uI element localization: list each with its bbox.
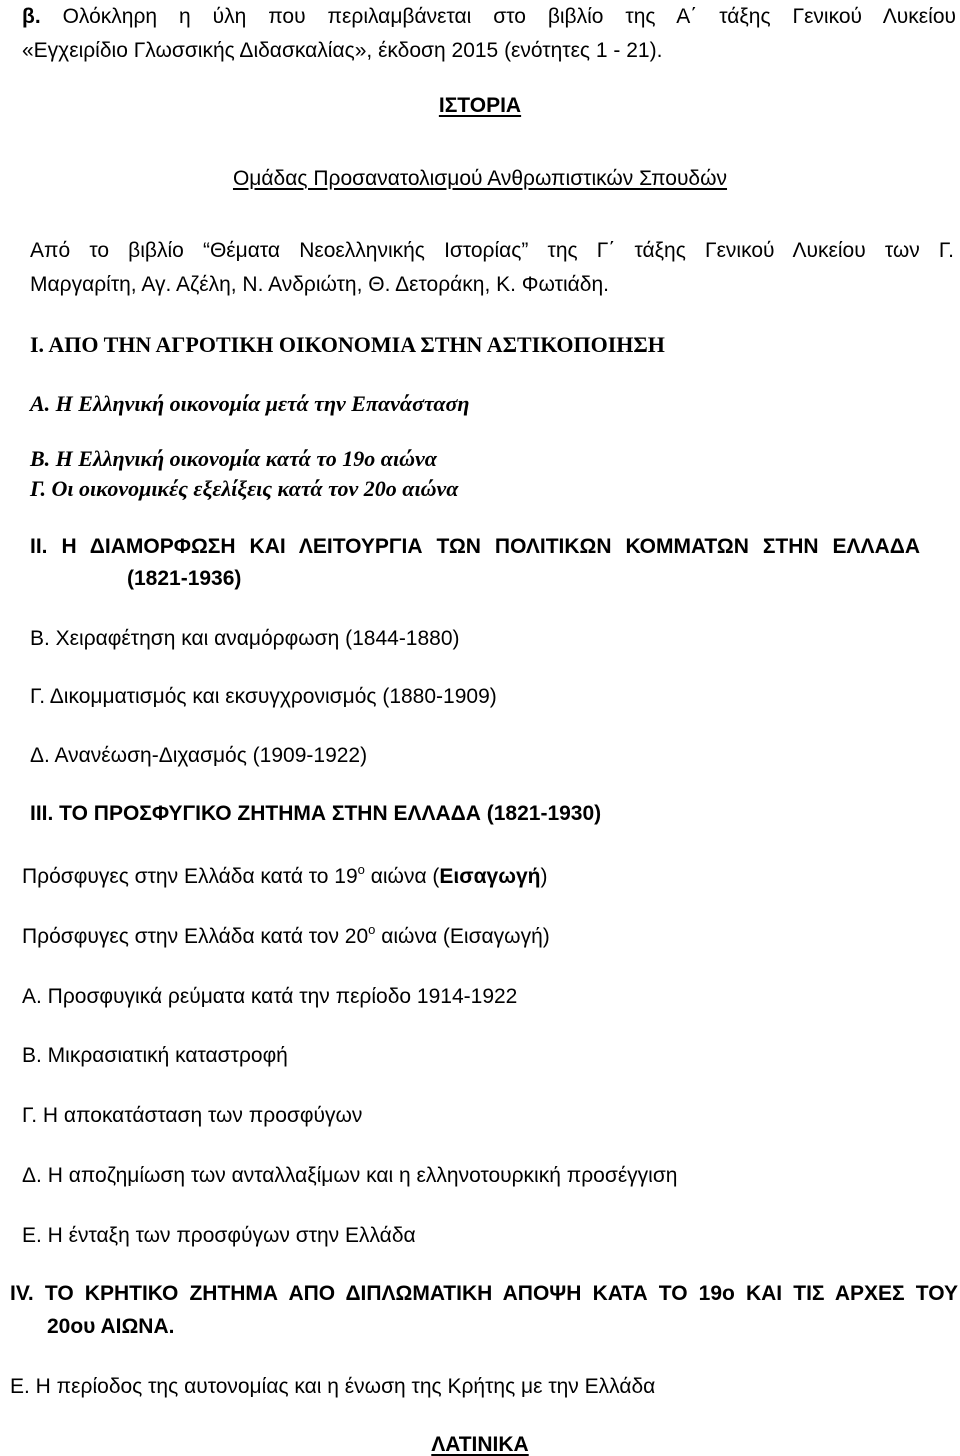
section-1-heading: Ι. ΑΠΟ ΤΗΝ ΑΓΡΟΤΙΚΗ ΟΙΚΟΝΟΜΙΑ ΣΤΗΝ ΑΣΤΙΚΟΠΟΙΗΣΗ: [30, 332, 665, 357]
intro-19th-after: αιώνα (: [364, 865, 440, 888]
section-1-item-a: Α. Η Ελληνική οικονομία μετά την Επανάσταση: [30, 391, 470, 416]
intro-19th-end: ): [540, 865, 548, 888]
intro-20th-text: Πρόσφυγες στην Ελλάδα κατά τον 20: [22, 925, 369, 948]
section-4-heading-line-2: 20ου ΑΙΩΝΑ.: [47, 1315, 175, 1338]
section-3-heading: ΙΙΙ. ΤΟ ΠΡΟΣΦΥΓΙΚΟ ΖΗΤΗΜΑ ΣΤΗΝ ΕΛΛΑΔΑ (1821-1930): [30, 802, 602, 825]
history-subtitle: Ομάδας Προσανατολισμού Ανθρωπιστικών Σπουδών: [232, 167, 728, 190]
section-2-item-b: Β. Χειραφέτηση και αναμόρφωση (1844-1880): [30, 627, 460, 650]
intro-line-1: [22, 6, 956, 27]
section-3-item-b: Β. Μικρασιατική καταστροφή: [22, 1044, 288, 1067]
intro-line-2: «Εγχειρίδιο Γλωσσικής Διδασκαλίας», έκδοση 2015 (ενότητες 1 - 21).: [22, 39, 663, 62]
intro-19th-sup: ο: [357, 862, 365, 877]
section-2-heading-line-2: (1821-1936): [127, 567, 242, 590]
section-3-item-d: Δ. Η αποζημίωση των ανταλλαξίμων και η ελληνοτουρκική προσέγγιση: [22, 1164, 678, 1187]
book-reference-line-2: Μαργαρίτη, Αγ. Αζέλη, Ν. Ανδριώτη, Θ. Δετοράκη, Κ. Φωτιάδη.: [30, 273, 609, 296]
section-1-item-c: Γ. Οι οικονομικές εξελίξεις κατά τον 20ο αιώνα: [30, 476, 459, 501]
section-2-item-c: Γ. Δικομματισμός και εκσυγχρονισμός (1880-1909): [30, 685, 497, 708]
intro-19th-bold: Εισαγωγή: [439, 865, 541, 888]
section-2-item-d: Δ. Ανανέωση-Διχασμός (1909-1922): [30, 744, 368, 767]
section-3-item-a: Α. Προσφυγικά ρεύματα κατά την περίοδο 1914-1922: [22, 985, 518, 1008]
section-1-item-b: Β. Η Ελληνική οικονομία κατά το 19ο αιώνα: [30, 446, 437, 471]
intro-19th-text: Πρόσφυγες στην Ελλάδα κατά το 19: [22, 865, 358, 888]
intro-prefix: β.: [22, 5, 41, 28]
intro-20th-sup: ο: [368, 922, 376, 937]
latin-title: ΛΑΤΙΝΙΚΑ: [431, 1433, 529, 1456]
section-3-item-c: Γ. Η αποκατάσταση των προσφύγων: [22, 1104, 363, 1127]
section-4-heading-line-1: IV. ΤΟ ΚΡΗΤΙΚΟ ΖΗΤΗΜΑ ΑΠΟ ΔΙΠΛΩΜΑΤΙΚΗ ΑΠΟΨΗ ΚΑΤΑ ΤΟ 19ο ΚΑΙ ΤΙΣ ΑΡΧΕΣ ΤΟΥ: [10, 1282, 958, 1305]
intro-line-1-text: Ολόκληρη η ύλη που περιλαμβάνεται στο βιβλίο της Α΄ τάξης Γενικού Λυκείου: [62, 5, 956, 28]
section-4-item-e: Ε. Η περίοδος της αυτονομίας και η ένωση της Κρήτης με την Ελλάδα: [10, 1375, 656, 1398]
section-2-heading-line-1: ΙΙ. Η ΔΙΑΜΟΡΦΩΣΗ ΚΑΙ ΛΕΙΤΟΥΡΓΙΑ ΤΩΝ ΠΟΛΙΤΙΚΩΝ ΚΟΜΜΑΤΩΝ ΣΤΗΝ ΕΛΛΑΔΑ: [30, 535, 920, 558]
section-3-item-e: Ε. Η ένταξη των προσφύγων στην Ελλάδα: [22, 1224, 416, 1247]
section-3-intro-20th: [22, 922, 550, 948]
intro-20th-after: αιώνα (Εισαγωγή): [375, 925, 550, 948]
history-title: ΙΣΤΟΡΙΑ: [438, 94, 522, 117]
section-3-intro-19th: [22, 862, 548, 888]
book-reference-line-1: Από το βιβλίο “Θέματα Νεοελληνικής Ιστορίας” της Γ΄ τάξης Γενικού Λυκείου των Γ.: [30, 239, 954, 262]
